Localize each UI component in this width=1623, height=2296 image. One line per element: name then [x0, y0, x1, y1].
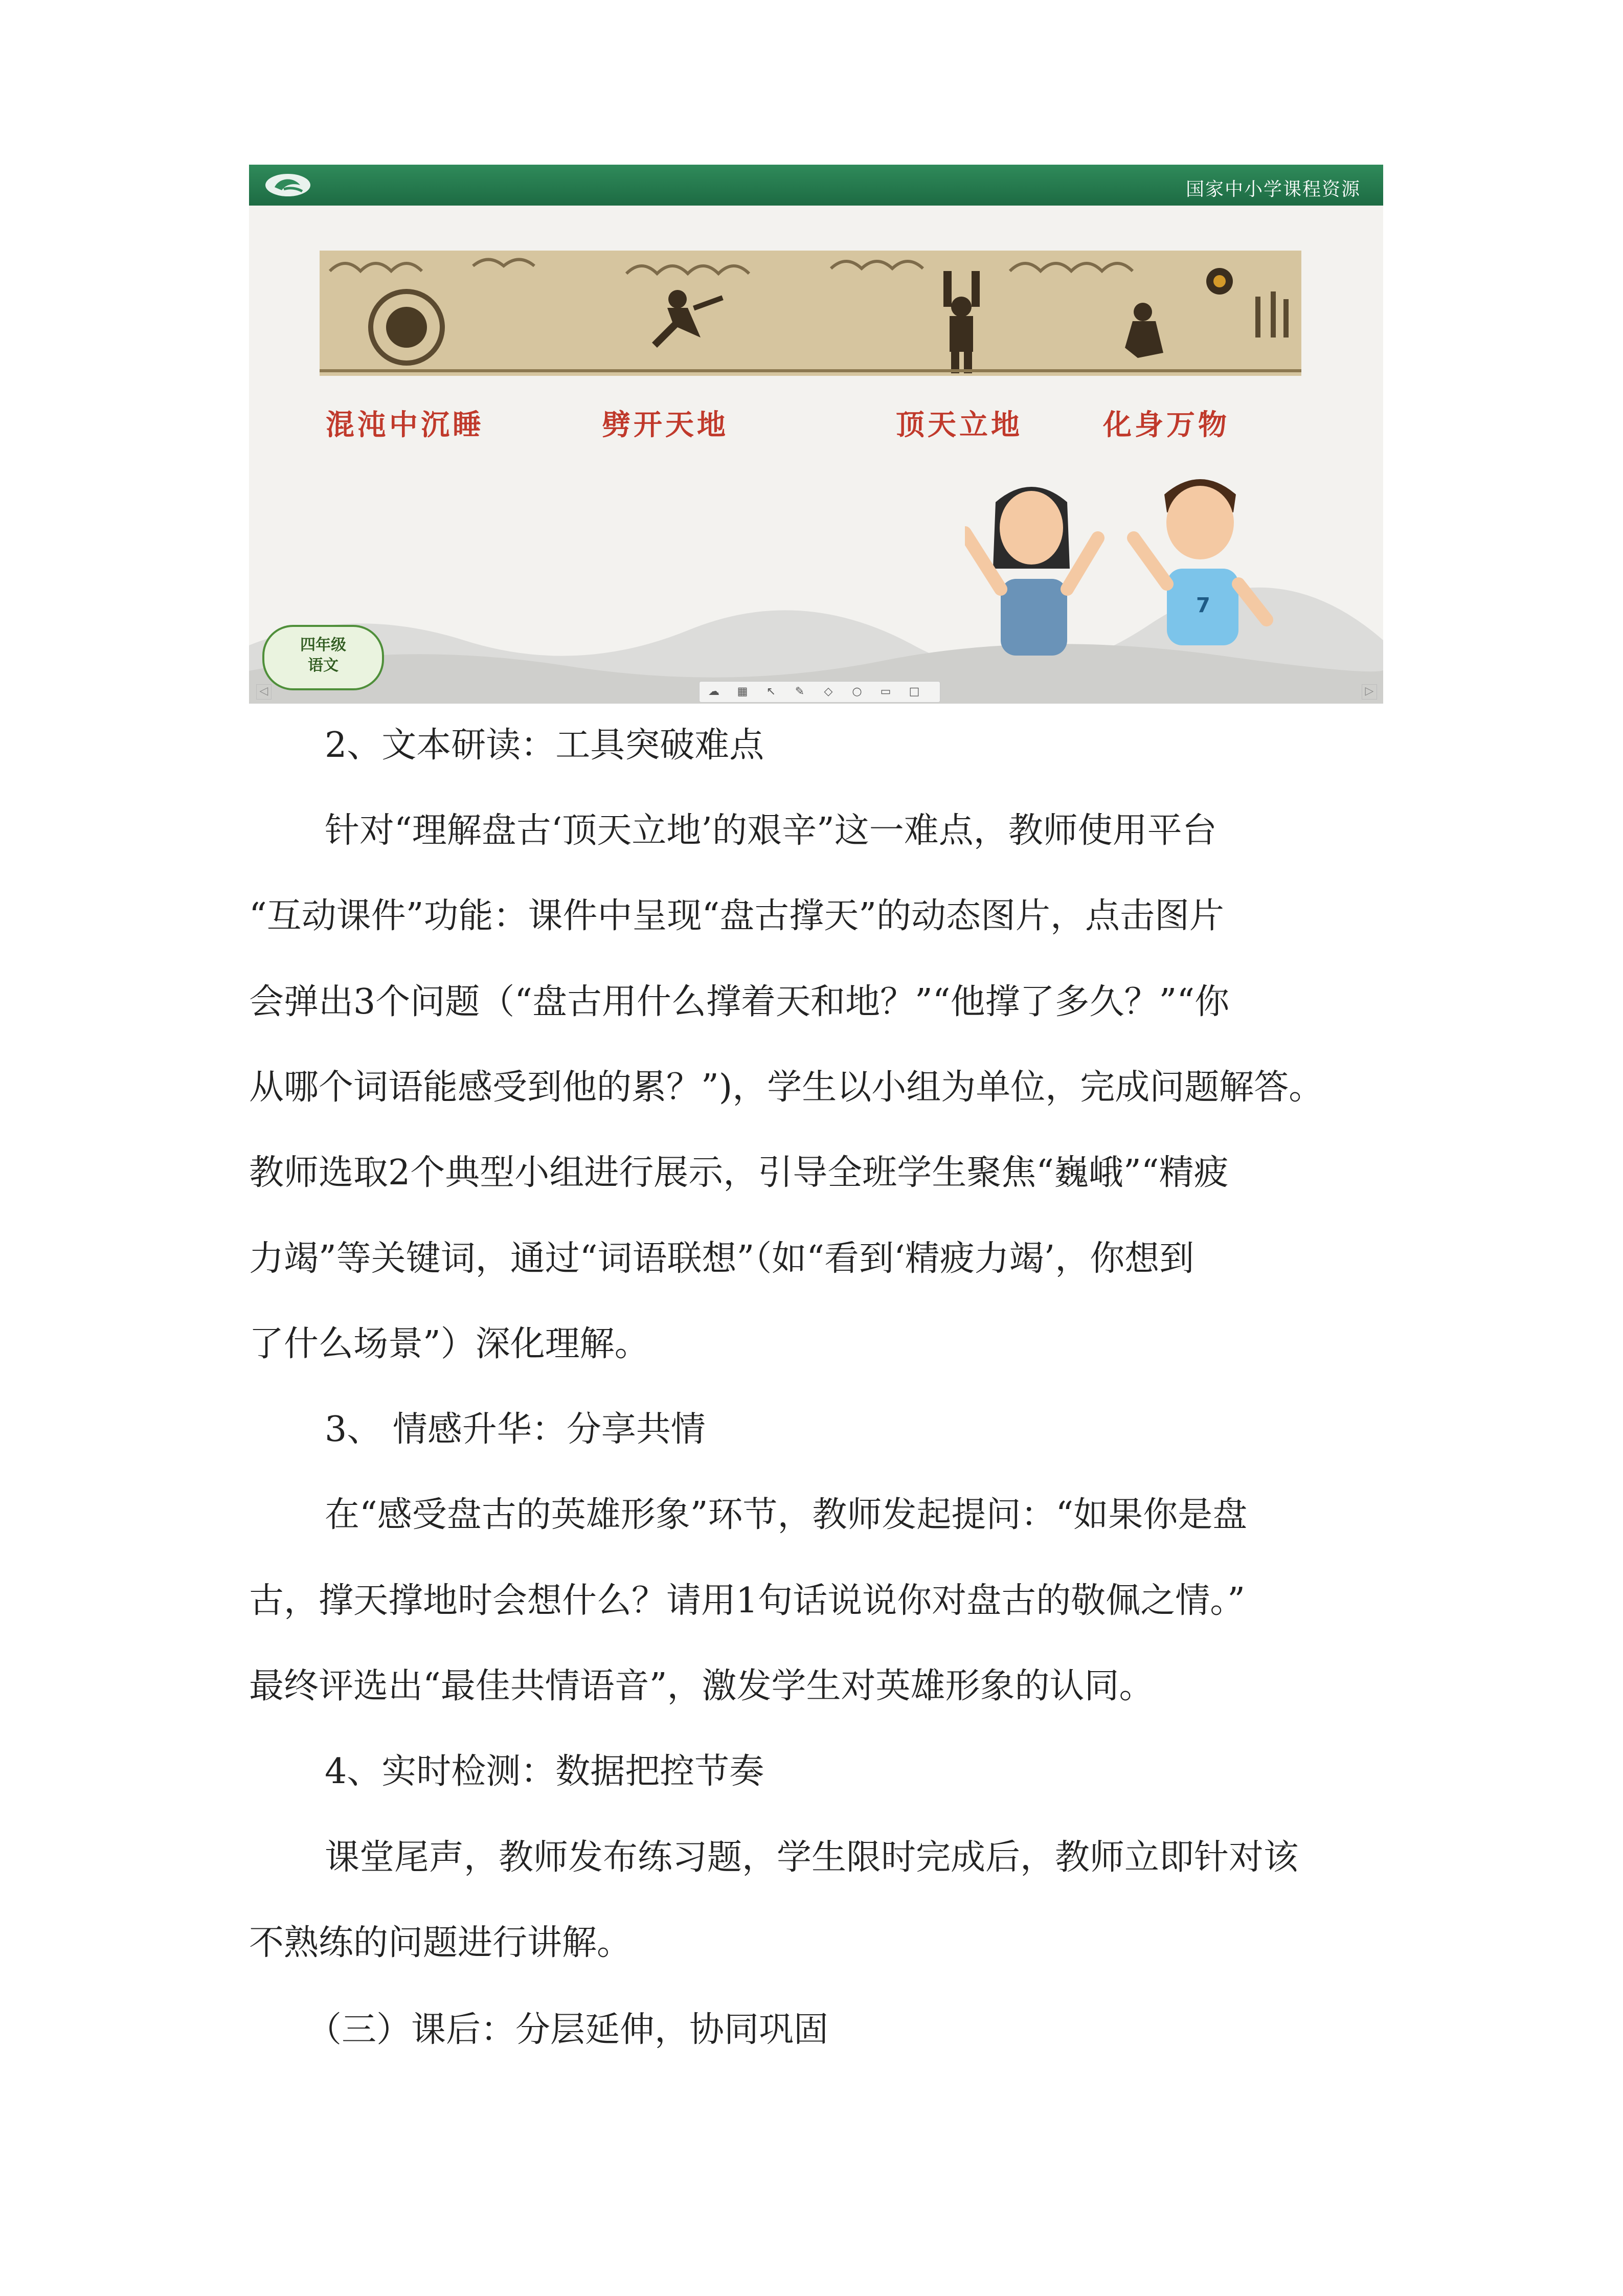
platform-logo-icon — [263, 172, 312, 198]
grade-subject-badge — [262, 625, 384, 690]
section-heading-4: 4、实时检测：数据把控节奏 — [325, 1751, 764, 1792]
paragraph-line: 课堂尾声，教师发布练习题，学生限时完成后，教师立即针对该 — [325, 1837, 1299, 1878]
paragraph-line: “互动课件”功能：课件中呈现“盘古撑天”的动态图片，点击图片 — [249, 896, 1225, 936]
courseware-header — [249, 165, 1383, 206]
next-page-icon[interactable]: ▷ — [1362, 684, 1377, 700]
pangu-mural — [320, 251, 1301, 376]
platform-title: 国家中小学课程资源 — [1185, 179, 1361, 200]
students-illustration — [965, 466, 1282, 691]
screen-icon[interactable]: ▭ — [880, 685, 891, 698]
paragraph-line: 教师选取2个典型小组进行展示，引导全班学生聚焦“巍峨”“精疲 — [249, 1153, 1229, 1193]
section-heading-3: 3、 情感升华：分享共情 — [325, 1409, 706, 1450]
pen-icon[interactable]: ✎ — [795, 685, 805, 698]
courseware-screenshot — [249, 165, 1383, 704]
section-heading-2: 2、文本研读：工具突破难点 — [325, 725, 764, 766]
paragraph-line: 古，撑天撑地时会想什么？请用1句话说说你对盘古的敬佩之情。” — [249, 1581, 1246, 1621]
stage-label-chaos: 混沌中沉睡 — [326, 408, 484, 442]
badge-subject: 语文 — [308, 657, 339, 674]
paragraph-line: 在“感受盘古的英雄形象”环节，教师发起提问：“如果你是盘 — [325, 1495, 1248, 1535]
shirt-number: 7 — [1196, 594, 1210, 617]
text-icon[interactable]: □ — [909, 685, 920, 698]
paragraph-line: 了什么场景”）深化理解。 — [249, 1324, 649, 1364]
grid-icon[interactable]: ▦ — [737, 685, 748, 698]
paragraph-line: 针对“理解盘古‘顶天立地’的艰辛”这一难点，教师使用平台 — [325, 811, 1217, 851]
courseware-toolbar — [699, 681, 940, 703]
paragraph-line: 最终评选出“最佳共情语音”，激发学生对英雄形象的认同。 — [249, 1666, 1154, 1706]
paragraph-line: 会弹出3个问题（“盘古用什么撑着天和地？”“他撑了多久？”“你 — [249, 982, 1230, 1022]
cloud-icon[interactable]: ☁ — [708, 685, 719, 698]
stage-label-hold: 顶天立地 — [896, 408, 1023, 442]
eraser-icon[interactable]: ◇ — [824, 685, 833, 698]
mural-illustration — [320, 251, 1301, 376]
badge-grade: 四年级 — [300, 636, 346, 654]
pointer-icon[interactable]: ↖ — [766, 685, 776, 698]
prev-page-icon[interactable]: ◁ — [256, 684, 272, 700]
paragraph-line: 不熟练的问题进行讲解。 — [249, 1923, 632, 1963]
closing-heading: （三）课后：分层延伸，协同巩固 — [307, 2010, 829, 2050]
stage-label-split: 劈开天地 — [602, 408, 729, 442]
stage-label-transform: 化身万物 — [1103, 408, 1230, 442]
paragraph-line: 力竭”等关键词，通过“词语联想”（如“看到‘精疲力竭’，你想到 — [249, 1239, 1194, 1279]
zoom-icon[interactable]: ○ — [852, 685, 862, 698]
paragraph-line: 从哪个词语能感受到他的累？”)，学生以小组为单位，完成问题解答。 — [249, 1067, 1324, 1108]
